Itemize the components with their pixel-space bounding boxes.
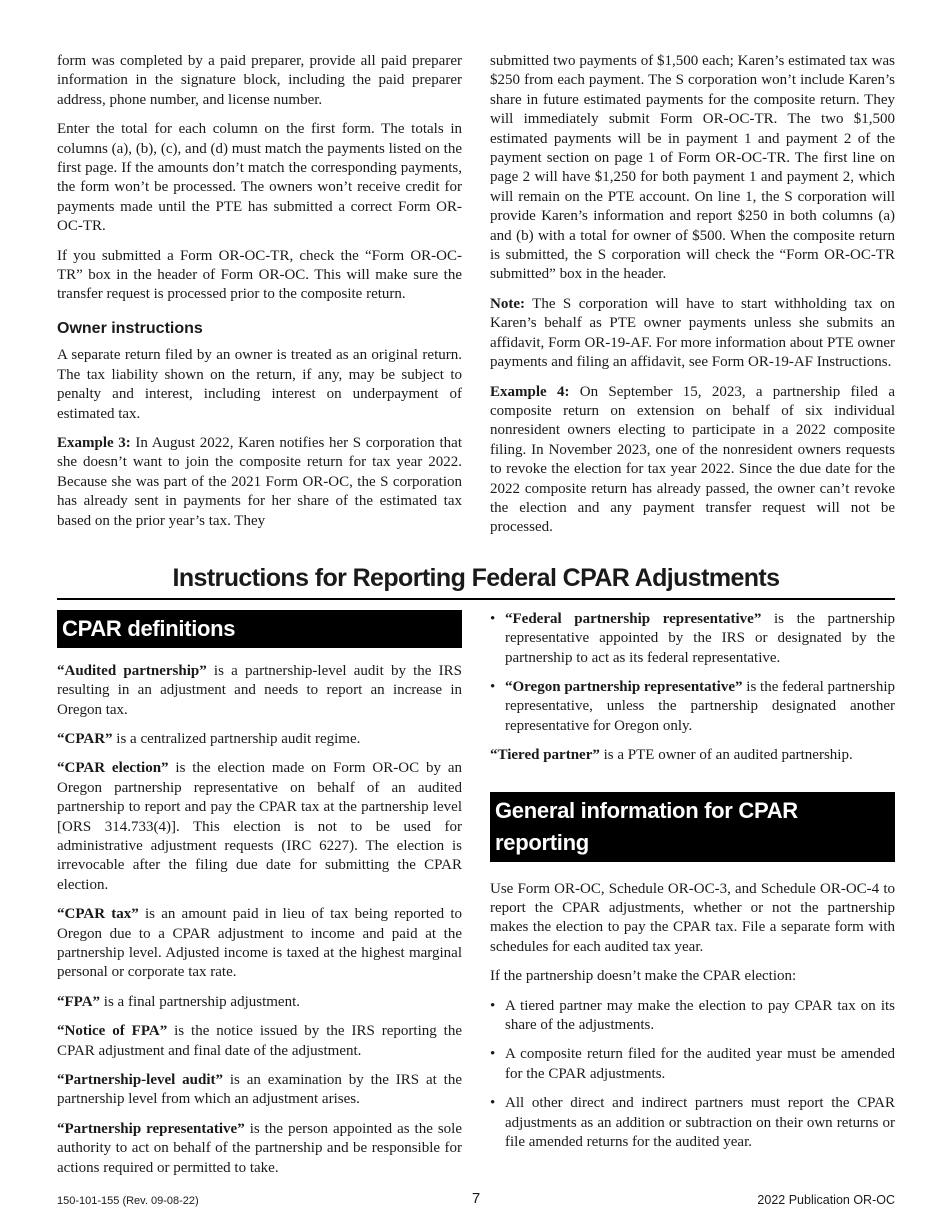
paragraph-text: In August 2022, Karen notifies her S corporation that she doesn’t want to join the composite return for tax year 2022. Because she was part of the 2021 Form OR-OC, the S corporation has already sent in payments for her share of the estimated tax based on the prior year’s tax. They — [57, 434, 462, 529]
paragraph — [57, 247, 462, 305]
divider — [57, 598, 895, 600]
definition-text: is the person appointed as the sole authority to act on behalf of the partnership and be responsible for actions required or permitted to take. — [57, 1120, 462, 1176]
paragraph: If the partnership doesn’t make the CPAR election: — [490, 968, 797, 985]
right-definitions-column — [490, 610, 895, 1188]
definition — [57, 1022, 462, 1061]
term: “CPAR” — [57, 730, 113, 747]
general-list — [490, 997, 895, 1153]
definition — [490, 746, 895, 765]
paragraph-text: Enter the total for each column on the first form. The totals in columns (a), (b), (c), and (d) must match the payments listed on the first page. If the amounts don’t match the corresponding payments, the form won’t be processed. The owners won’t receive credit for payments made until the PTE has submitted a correct Form OR-OC-TR. — [57, 121, 462, 235]
general-info-section — [490, 792, 895, 1153]
note-label: Note: — [490, 295, 525, 312]
note — [490, 295, 895, 373]
example-3 — [57, 434, 462, 531]
definition-text: is an amount paid in lieu of tax being reported to Oregon due to a CPAR adjustment to income and paid at the partnership level. Adjusted income is taxed at the highest marginal personal or corporate tax rate. — [57, 906, 462, 981]
term: “Partnership-level audit” — [57, 1072, 224, 1089]
representative-list — [490, 610, 895, 736]
owner-instructions-heading: Owner instructions — [57, 319, 203, 337]
term: “Federal partnership representative” — [505, 610, 762, 627]
example-4 — [490, 383, 895, 538]
definition — [57, 1120, 462, 1178]
example-label: Example 3: — [57, 434, 131, 451]
definition-text: is a partnership-level audit by the IRS resulting in an adjustment and needs to report an increase in Oregon tax. — [57, 662, 462, 718]
definition-text: is a centralized partnership audit regime. — [112, 730, 361, 747]
term: “CPAR election” — [57, 760, 169, 777]
paragraph-text: A separate return filed by an owner is treated as an original return. The tax liability shown on the return, if any, may be subject to penalty and interest, including interest on underpayment of estimated tax. — [57, 347, 462, 422]
paragraph — [57, 120, 462, 236]
list-item: • All other direct and indirect partners must report the CPAR adjustments as an addition or subtraction on their own returns or file amended returns for the audited year. — [490, 1094, 895, 1152]
term: “Tiered partner” — [490, 747, 600, 764]
definition-text: is an examination by the IRS at the partnership level from which an adjustment arises. — [57, 1072, 463, 1108]
top-right-column — [490, 52, 895, 548]
definitions-column — [57, 610, 462, 1188]
term: “Audited partnership” — [57, 662, 207, 679]
paragraph-text: The S corporation will have to start withholding tax on Karen’s behalf as PTE owner payments unless she submits an affidavit, Form OR-19-AF. For more information about PTE owner payments and filing an affidavit, see Form OR-19-AF Instructions. — [490, 295, 895, 371]
paragraph — [57, 346, 462, 424]
section-title: Instructions for Reporting Federal CPAR Adjustments — [172, 563, 780, 592]
page-number: 7 — [471, 1190, 481, 1208]
definition — [57, 1071, 462, 1110]
definition-text: is the federal partnership representative, unless the partnership designated another representative for Oregon only. — [505, 678, 895, 734]
top-section — [57, 52, 895, 548]
definition-text: is the partnership representative appointed by the IRS or designated by the partnership to act as its federal representative. — [505, 610, 896, 666]
list-item: • A composite return filed for the audited year must be amended for the CPAR adjustments. — [490, 1045, 895, 1084]
paragraph-text: form was completed by a paid preparer, provide all paid preparer information in the signature block, including the paid preparer address, phone number, and license number. — [57, 53, 462, 108]
paragraph: Use Form OR-OC, Schedule OR-OC-3, and Schedule OR-OC-4 to report the CPAR adjustments, whether or not the partnership makes the election to pay the CPAR tax. File a separate form with schedules for each audited tax year. — [490, 880, 895, 955]
list-item — [490, 610, 895, 668]
term: “Notice of FPA” — [57, 1023, 168, 1040]
term: “FPA” — [57, 993, 101, 1010]
definition — [57, 730, 462, 749]
definition-text: is the election made on Form OR-OC by an Oregon partnership representative on behalf of an audited partnership to report and pay the CPAR tax at the partnership level [ORS 314.733(4)]. This election is not to be used for administrative adjustment requests (IRC 6227). The election is irrevocable after the filing due date for submitting the CPAR election. — [57, 760, 462, 893]
definition — [57, 905, 462, 983]
list-item — [490, 678, 895, 736]
term: “Oregon partnership representative” — [505, 678, 743, 695]
publication-name: 2022 Publication OR-OC — [757, 1193, 895, 1208]
form-number: 150-101-155 (Rev. 09-08-22) — [57, 1195, 199, 1208]
cpar-section — [57, 610, 895, 1188]
definition — [57, 662, 462, 720]
example-label: Example 4: — [490, 383, 570, 400]
definition — [57, 759, 462, 895]
general-info-heading: General information for CPAR reporting — [490, 792, 895, 862]
definition-text: is the notice issued by the IRS reporting the CPAR adjustment and final date of the adjustment. — [57, 1023, 462, 1059]
paragraph-text: On September 15, 2023, a partnership filed a composite return on extension on behalf of six individual nonresident owners electing to participate in a 2022 composite filing. In November 2023, one of the nonresident owners requests to revoke the election for tax year 2022. Since the due date for the 2022 composite return has already passed, the owner can’t revoke the election and any payment transfer request will not be processed. — [490, 383, 895, 536]
paragraph — [490, 52, 895, 285]
term: “CPAR tax” — [57, 906, 139, 923]
list-item: • A tiered partner may make the election to pay CPAR tax on its share of the adjustments. — [490, 997, 895, 1036]
paragraph-text: If you submitted a Form OR-OC-TR, check the “Form OR-OC-TR” box in the header of Form OR-OC. This will make sure the transfer request is processed prior to the composite return. — [57, 247, 462, 303]
top-left-column — [57, 52, 462, 548]
definition — [57, 993, 462, 1012]
paragraph — [57, 52, 462, 110]
definition-text: is a PTE owner of an audited partnership. — [599, 747, 853, 764]
cpar-definitions-heading: CPAR definitions — [57, 610, 462, 648]
footer — [57, 1190, 895, 1207]
definition-text: is a final partnership adjustment. — [100, 993, 300, 1010]
paragraph-text: submitted two payments of $1,500 each; Karen’s estimated tax was $250 from each payment. The S corporation won’t include Karen’s share in future estimated payments for the composite return. They will immediately submit Form OR-OC-TR. The two $1,500 estimated payments will be in payment 1 and payment 2 of the payment section on page 1 of Form OR-OC-TR. The first line on page 2 will have $1,250 for both payment 1 and payment 2, which will remain on the PTE account. On line 1, the S corporation will provide Karen’s information and report $250 in both columns (a) and (b) with a total for owner of $500. When the composite return is submitted, the S corporation will check the “Form OR-OC-TR submitted” box in the header. — [490, 53, 895, 283]
term: “Partnership representative” — [57, 1120, 245, 1137]
